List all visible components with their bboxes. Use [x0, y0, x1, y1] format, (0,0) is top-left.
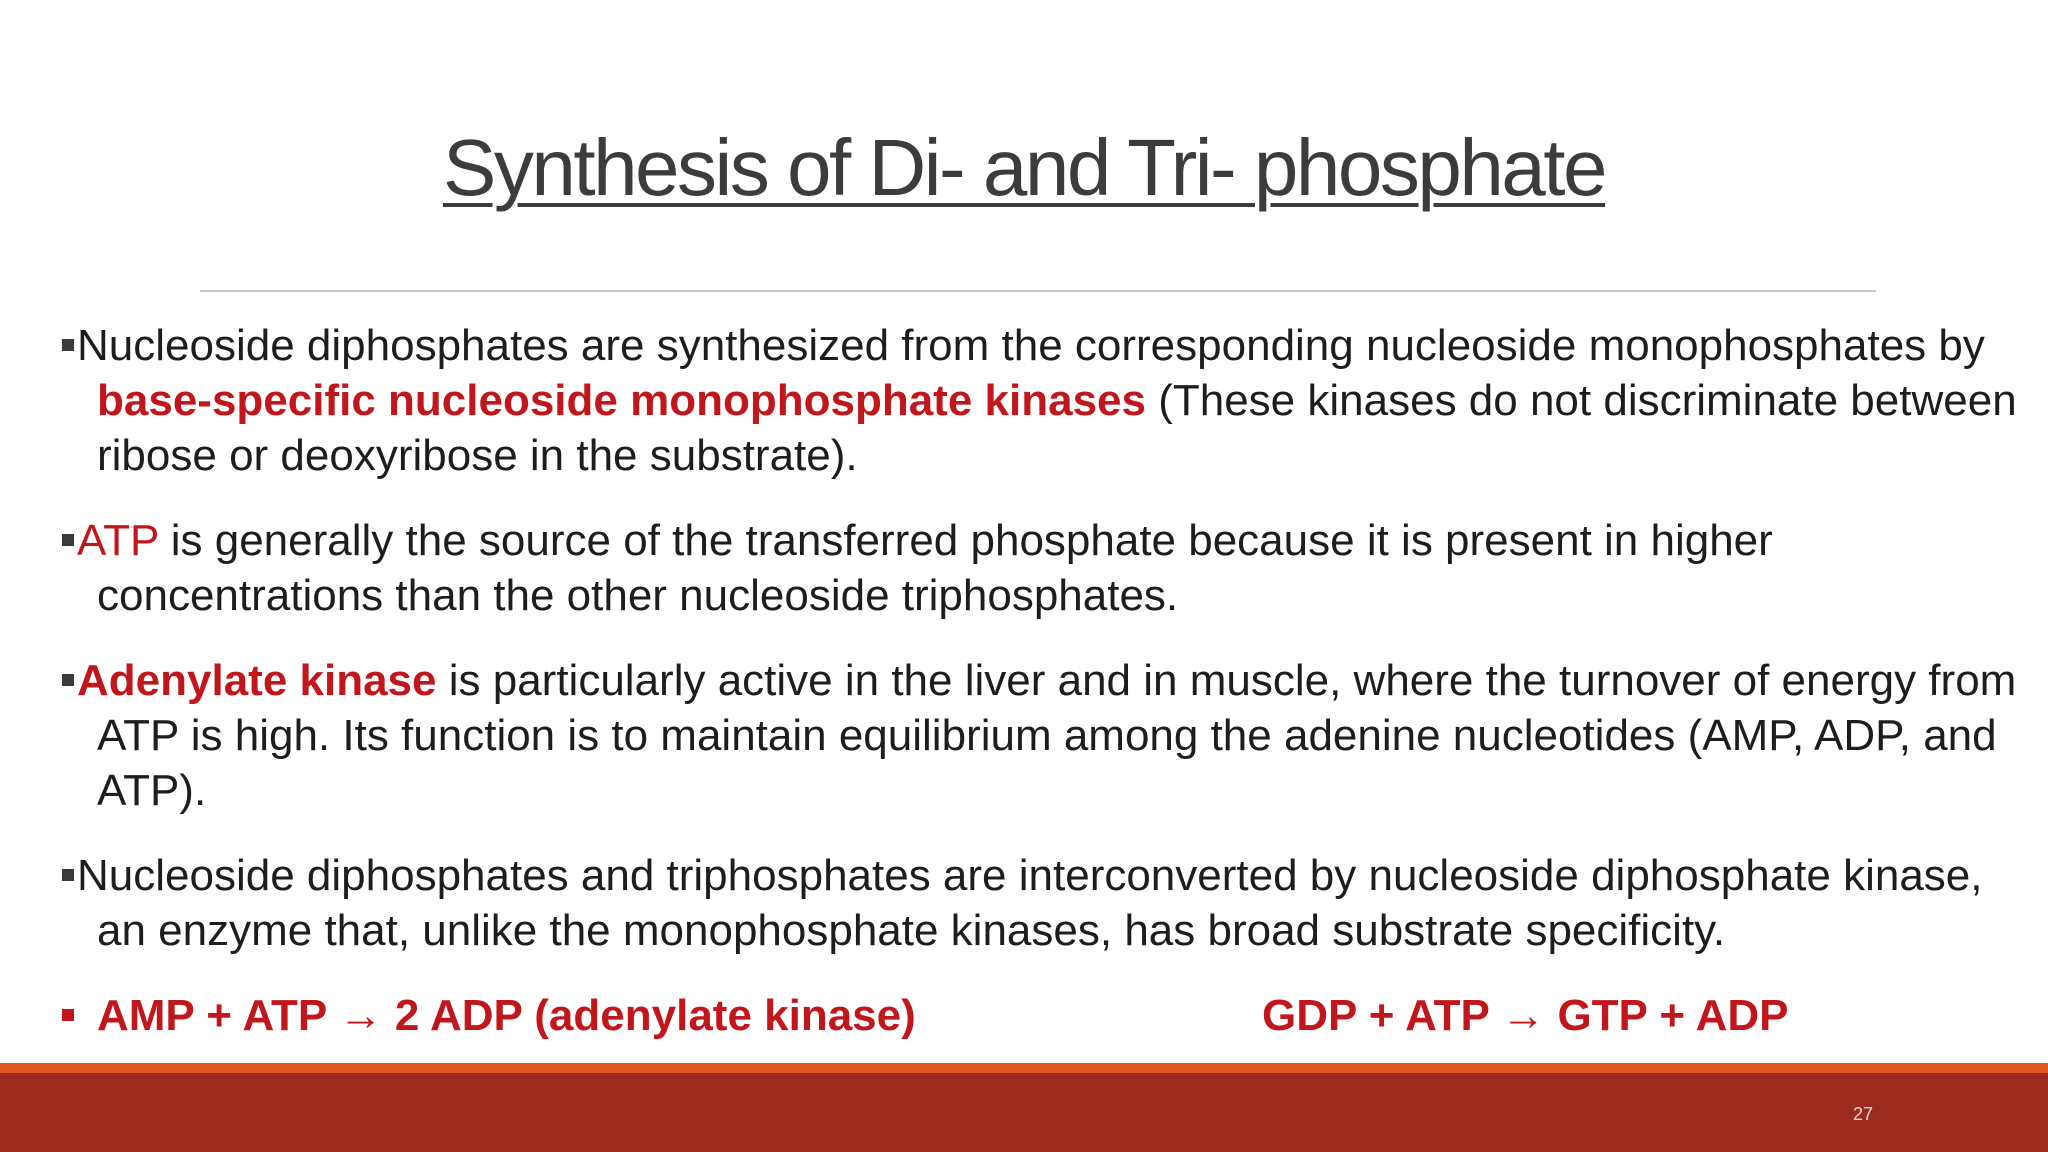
square-bullet-icon: [62, 674, 74, 686]
bullet-text-post: is generally the source of the transferred phosphate because it is present in higher concentrations than the other nucleoside triphosphates.: [97, 516, 1773, 620]
slide-body: [62, 318, 2022, 1043]
highlight-base-specific-kinases: base-specific nucleoside monophosphate kinases: [97, 376, 1146, 425]
bullet-text-post: is particularly active in the liver and in muscle, where the turnover of energy from ATP is high. Its function is to maintain equilibrium among the adenine nucleotides (AMP, ADP, and ATP).: [97, 656, 2017, 815]
bullet-atp-source: [62, 513, 2022, 623]
bullet-text: [77, 318, 2022, 483]
bullet-text: Nucleoside diphosphates and triphosphates are interconverted by nucleoside diphosphate kinase, an enzyme that, unlike the monophosphate kinases, has broad substrate specificity.: [77, 851, 1983, 955]
page-number: 27: [1852, 1104, 1873, 1124]
equations-row: [62, 988, 2022, 1043]
slide-title: Synthesis of Di- and Tri- phosphate: [442, 123, 1606, 212]
footer-stripe: [0, 1063, 2048, 1073]
bullet-text: [77, 653, 2022, 818]
square-bullet-icon: [62, 534, 74, 546]
footer-bar: [0, 1073, 2048, 1152]
square-bullet-icon: [62, 339, 74, 351]
bullet-text-post: (These kinases do not discriminate between ribose or deoxyribose in the substrate).: [97, 376, 2017, 480]
highlight-adenylate-kinase: Adenylate kinase: [77, 656, 437, 705]
square-bullet-icon: [62, 869, 74, 881]
equation-gdp-atp: GDP + ATP → GTP + ADP: [1262, 991, 1789, 1040]
square-bullet-icon: [62, 1009, 74, 1021]
bullet-text: [77, 513, 2022, 623]
equation-adenylate-kinase: AMP + ATP → 2 ADP (adenylate kinase): [97, 991, 916, 1040]
bullet-nucleoside-diphosphates: [62, 318, 2022, 483]
bullet-interconversion: [62, 848, 2022, 958]
bullet-adenylate-kinase: [62, 653, 2022, 818]
bullet-text-pre: Nucleoside diphosphates are synthesized from the corresponding nucleoside monophosphates by: [77, 321, 1985, 370]
title-divider: [200, 290, 1876, 292]
highlight-atp: ATP: [77, 516, 159, 565]
